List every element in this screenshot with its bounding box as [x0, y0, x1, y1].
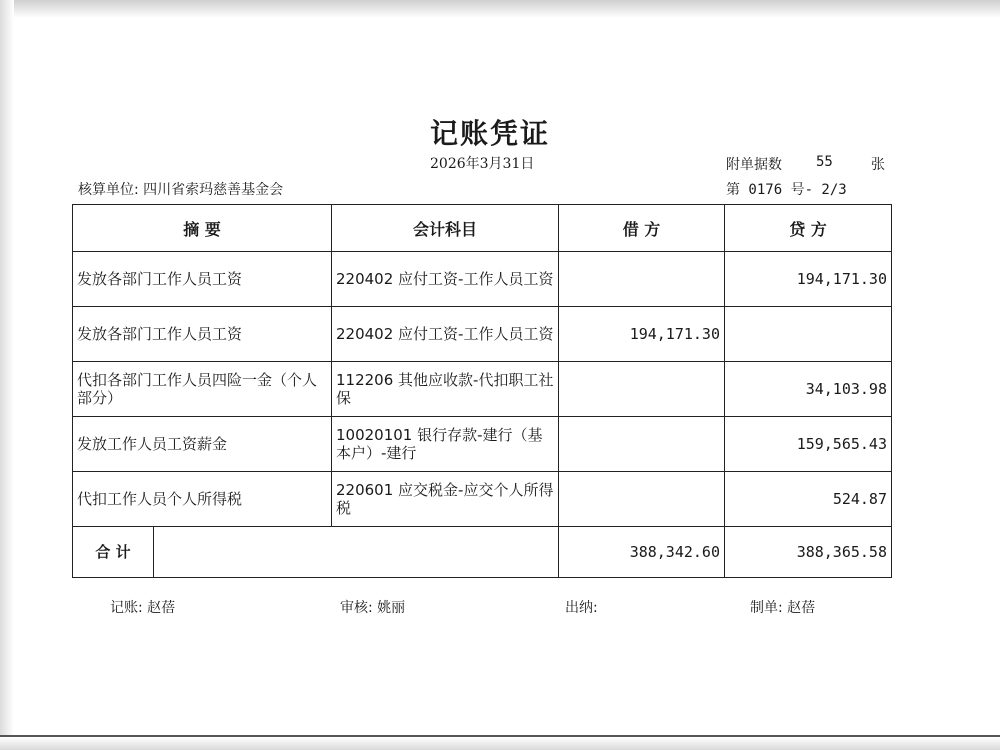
row-account: 10020101 银行存款-建行（基本户）-建行 [332, 417, 559, 472]
row-account: 112206 其他应收款-代扣职工社保 [332, 362, 559, 417]
row-account: 220402 应付工资-工作人员工资 [332, 307, 559, 362]
bookkeeper-signature: 记账: 赵蓓 [110, 600, 176, 616]
header-account: 会计科目 [332, 205, 559, 252]
row-credit: 194,171.30 [725, 252, 892, 307]
row-debit [559, 252, 725, 307]
row-credit: 34,103.98 [725, 362, 892, 417]
attachment-unit: 张 [871, 157, 885, 173]
table-row [73, 307, 892, 362]
total-label: 合 计 [73, 527, 154, 577]
total-credit: 388,365.58 [725, 527, 892, 578]
row-summary: 代扣各部门工作人员四险一金（个人部分） [73, 362, 332, 417]
header-credit: 贷 方 [725, 205, 892, 252]
row-debit [559, 362, 725, 417]
row-summary: 发放工作人员工资薪金 [73, 417, 332, 472]
scan-shadow-bottom [0, 737, 1000, 750]
accounting-unit: 核算单位: 四川省索玛慈善基金会 [78, 182, 284, 198]
voucher-number: 第 0176 号- 2/3 [726, 182, 847, 198]
row-debit [559, 472, 725, 527]
table-row [73, 252, 892, 307]
row-summary: 代扣工作人员个人所得税 [73, 472, 332, 527]
table-row [73, 472, 892, 527]
attachment-label: 附单据数 [726, 157, 782, 173]
row-credit [725, 307, 892, 362]
row-summary: 发放各部门工作人员工资 [73, 252, 332, 307]
voucher-title: 记账凭证 [429, 117, 550, 150]
total-label-cell [73, 527, 559, 578]
row-credit: 524.87 [725, 472, 892, 527]
voucher-date: 2026年3月31日 [430, 156, 535, 172]
voucher-table [72, 204, 892, 578]
row-debit [559, 417, 725, 472]
header-debit: 借 方 [559, 205, 725, 252]
attachment-count [726, 154, 885, 174]
preparer-signature: 制单: 赵蓓 [750, 600, 816, 616]
total-row [73, 527, 892, 578]
total-debit: 388,342.60 [559, 527, 725, 578]
row-credit: 159,565.43 [725, 417, 892, 472]
header-summary: 摘 要 [73, 205, 332, 252]
table-header-row [73, 205, 892, 252]
row-account: 220402 应付工资-工作人员工资 [332, 252, 559, 307]
cashier-signature: 出纳: [565, 600, 598, 616]
row-account: 220601 应交税金-应交个人所得税 [332, 472, 559, 527]
table-row [73, 417, 892, 472]
row-summary: 发放各部门工作人员工资 [73, 307, 332, 362]
row-debit: 194,171.30 [559, 307, 725, 362]
reviewer-signature: 审核: 姚丽 [340, 600, 406, 616]
table-row [73, 362, 892, 417]
scan-shadow-top [0, 0, 1000, 18]
total-blank [154, 527, 558, 577]
attachment-number: 55 [816, 154, 833, 170]
scan-shadow-left [0, 0, 14, 750]
